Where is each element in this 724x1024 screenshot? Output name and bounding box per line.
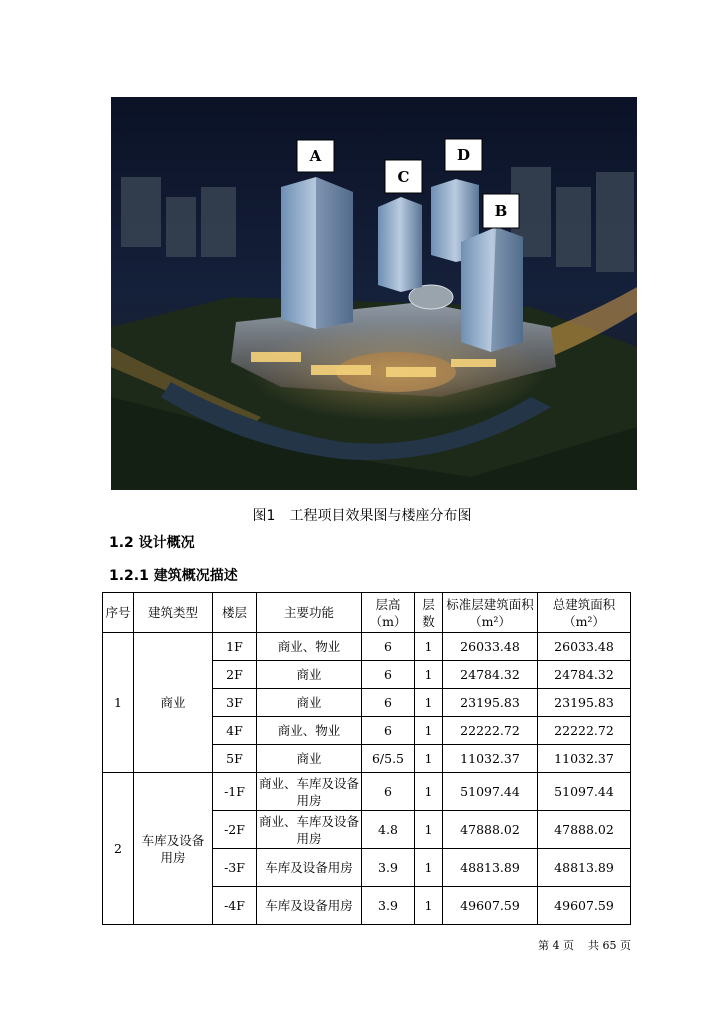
header-building-type: 建筑类型 bbox=[134, 593, 213, 633]
cell-total-area: 23195.83 bbox=[538, 689, 631, 717]
cell-height: 6 bbox=[362, 717, 415, 745]
cell-count: 1 bbox=[415, 633, 443, 661]
cell-total-area: 22222.72 bbox=[538, 717, 631, 745]
header-floor: 楼层 bbox=[213, 593, 257, 633]
cell-total-area: 51097.44 bbox=[538, 773, 631, 811]
header-floor-count: 层数 bbox=[415, 593, 443, 633]
cell-count: 1 bbox=[415, 849, 443, 887]
cell-std-area: 47888.02 bbox=[443, 811, 538, 849]
cell-count: 1 bbox=[415, 717, 443, 745]
cell-function: 商业、车库及设备用房 bbox=[257, 811, 362, 849]
cell-std-area: 24784.32 bbox=[443, 661, 538, 689]
cell-total-area: 11032.37 bbox=[538, 745, 631, 773]
cell-height: 6 bbox=[362, 661, 415, 689]
cell-count: 1 bbox=[415, 661, 443, 689]
group-seq: 2 bbox=[103, 773, 134, 925]
cell-floor: -4F bbox=[213, 887, 257, 925]
page-total: 共 65 页 bbox=[588, 939, 631, 952]
table-row bbox=[103, 773, 631, 811]
cell-function: 商业 bbox=[257, 661, 362, 689]
cell-function: 车库及设备用房 bbox=[257, 887, 362, 925]
tower-label-d: D bbox=[456, 146, 471, 164]
section-heading: 1.2 设计概况 bbox=[109, 535, 195, 551]
cell-count: 1 bbox=[415, 887, 443, 925]
cell-function: 车库及设备用房 bbox=[257, 849, 362, 887]
group-seq: 1 bbox=[103, 633, 134, 773]
cell-floor: -1F bbox=[213, 773, 257, 811]
cell-std-area: 11032.37 bbox=[443, 745, 538, 773]
table-header-row bbox=[103, 593, 631, 633]
tower-label-c: C bbox=[397, 168, 410, 186]
cell-height: 4.8 bbox=[362, 811, 415, 849]
header-seq: 序号 bbox=[103, 593, 134, 633]
page-number: 第 4 页 bbox=[538, 939, 574, 952]
cell-count: 1 bbox=[415, 773, 443, 811]
cell-floor: 2F bbox=[213, 661, 257, 689]
cell-count: 1 bbox=[415, 745, 443, 773]
header-standard-floor-area: 标准层建筑面积（m²） bbox=[443, 593, 538, 633]
cell-total-area: 24784.32 bbox=[538, 661, 631, 689]
project-rendering-image bbox=[111, 97, 637, 490]
header-main-function: 主要功能 bbox=[257, 593, 362, 633]
tower-label-b: B bbox=[494, 202, 508, 220]
cell-std-area: 26033.48 bbox=[443, 633, 538, 661]
header-floor-height: 层高（m） bbox=[362, 593, 415, 633]
cell-height: 6 bbox=[362, 633, 415, 661]
group-building-type: 车库及设备用房 bbox=[134, 773, 213, 925]
cell-total-area: 49607.59 bbox=[538, 887, 631, 925]
page-footer bbox=[538, 937, 631, 953]
cell-count: 1 bbox=[415, 689, 443, 717]
cell-height: 6 bbox=[362, 689, 415, 717]
cell-std-area: 23195.83 bbox=[443, 689, 538, 717]
cell-floor: -3F bbox=[213, 849, 257, 887]
header-total-area: 总建筑面积（m²） bbox=[538, 593, 631, 633]
cell-std-area: 51097.44 bbox=[443, 773, 538, 811]
cell-floor: -2F bbox=[213, 811, 257, 849]
cell-floor: 4F bbox=[213, 717, 257, 745]
cell-std-area: 49607.59 bbox=[443, 887, 538, 925]
cell-height: 6/5.5 bbox=[362, 745, 415, 773]
cell-total-area: 48813.89 bbox=[538, 849, 631, 887]
cell-total-area: 26033.48 bbox=[538, 633, 631, 661]
cell-std-area: 48813.89 bbox=[443, 849, 538, 887]
cell-height: 3.9 bbox=[362, 887, 415, 925]
cell-height: 6 bbox=[362, 773, 415, 811]
table-row bbox=[103, 633, 631, 661]
cell-floor: 5F bbox=[213, 745, 257, 773]
cell-function: 商业 bbox=[257, 689, 362, 717]
cell-function: 商业、物业 bbox=[257, 717, 362, 745]
figure-caption: 图1 工程项目效果图与楼座分布图 bbox=[252, 508, 472, 524]
cell-count: 1 bbox=[415, 811, 443, 849]
cell-function: 商业、物业 bbox=[257, 633, 362, 661]
cell-floor: 1F bbox=[213, 633, 257, 661]
cell-total-area: 47888.02 bbox=[538, 811, 631, 849]
tower-label-a: A bbox=[309, 147, 322, 165]
subsection-heading: 1.2.1 建筑概况描述 bbox=[109, 568, 238, 584]
cell-function: 商业 bbox=[257, 745, 362, 773]
rendering-illustration bbox=[111, 97, 637, 490]
cell-function: 商业、车库及设备用房 bbox=[257, 773, 362, 811]
building-overview-table bbox=[102, 592, 631, 925]
cell-height: 3.9 bbox=[362, 849, 415, 887]
cell-std-area: 22222.72 bbox=[443, 717, 538, 745]
group-building-type: 商业 bbox=[134, 633, 213, 773]
cell-floor: 3F bbox=[213, 689, 257, 717]
